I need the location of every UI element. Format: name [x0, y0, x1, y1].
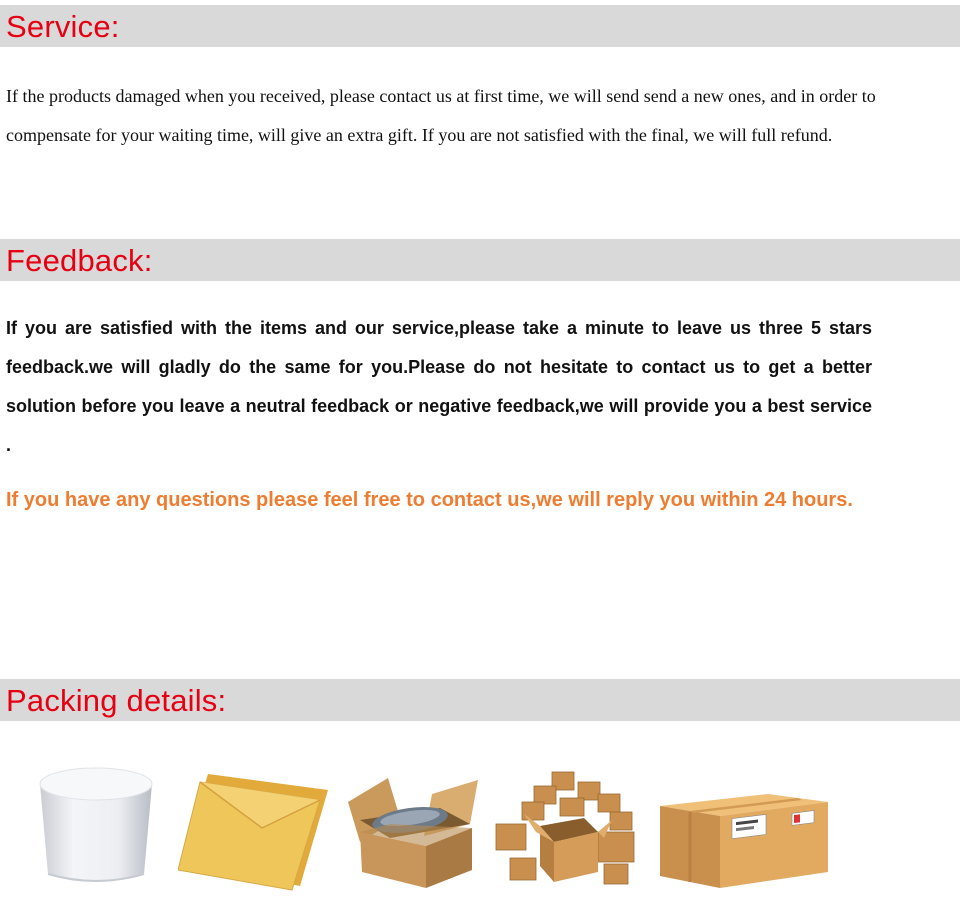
- feedback-heading-band: [0, 239, 960, 281]
- sealed-carton-icon: [656, 784, 834, 892]
- foam-roll-icon: [26, 756, 166, 896]
- service-text: If the products damaged when you received, please contact us at first time, we will send send a new ones, and in order to compensate for your waiting time, will give an extra gift. If you are not satisfied with the final, we will full refund.: [6, 86, 876, 145]
- feedback-text: If you are satisfied with the items and our service,please take a minute to leave us three 5 stars feedback.we will gladly do the same for you.Please do not hesitate to contact us to get a better solution before you leave a neutral feedback or negative feedback,we will provide you a best service .: [6, 318, 872, 455]
- bubble-envelope-icon: [178, 766, 330, 892]
- stacked-boxes-icon: [494, 768, 640, 892]
- packing-heading-band: [0, 679, 960, 721]
- service-heading-band: [0, 5, 960, 47]
- packing-heading: Packing details:: [6, 683, 227, 718]
- open-box-with-bubble-wrap-icon: [340, 772, 482, 890]
- feedback-heading: Feedback:: [6, 243, 153, 278]
- contact-note: If you have any questions please feel free to contact us,we will reply you within 24 hours.: [6, 489, 853, 511]
- service-heading: Service:: [6, 9, 120, 44]
